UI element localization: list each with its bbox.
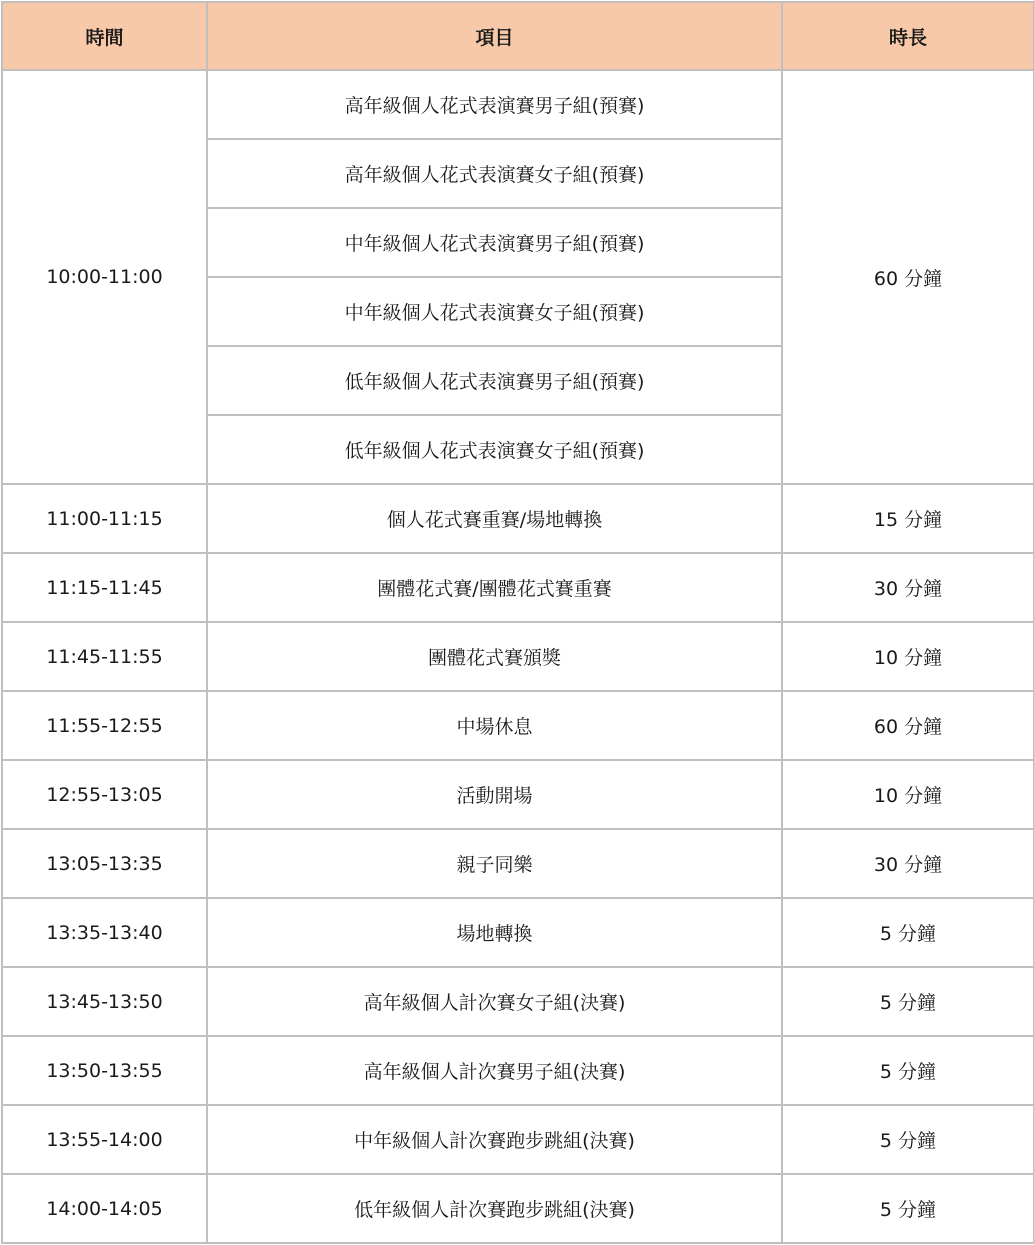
item-cell: 低年級個人花式表演賽女子組(預賽) xyxy=(207,415,782,484)
duration-cell: 30 分鐘 xyxy=(782,829,1034,898)
duration-cell: 5 分鐘 xyxy=(782,1036,1034,1105)
duration-cell: 5 分鐘 xyxy=(782,1105,1034,1174)
time-cell: 13:05-13:35 xyxy=(2,829,207,898)
duration-cell: 30 分鐘 xyxy=(782,553,1034,622)
table-row xyxy=(2,691,1034,760)
duration-cell: 10 分鐘 xyxy=(782,760,1034,829)
block-duration-cell: 60 分鐘 xyxy=(782,70,1034,484)
item-cell: 高年級個人計次賽女子組(決賽) xyxy=(207,967,782,1036)
duration-cell: 15 分鐘 xyxy=(782,484,1034,553)
table-row xyxy=(2,484,1034,553)
time-cell: 13:50-13:55 xyxy=(2,1036,207,1105)
header-row xyxy=(2,2,1034,70)
item-cell: 團體花式賽頒獎 xyxy=(207,622,782,691)
schedule-table xyxy=(1,1,1034,1244)
duration-cell: 5 分鐘 xyxy=(782,1174,1034,1243)
item-cell: 高年級個人花式表演賽女子組(預賽) xyxy=(207,139,782,208)
item-cell: 親子同樂 xyxy=(207,829,782,898)
table-row xyxy=(2,1036,1034,1105)
item-cell: 團體花式賽/團體花式賽重賽 xyxy=(207,553,782,622)
item-cell: 高年級個人花式表演賽男子組(預賽) xyxy=(207,70,782,139)
time-cell: 14:00-14:05 xyxy=(2,1174,207,1243)
time-cell: 13:45-13:50 xyxy=(2,967,207,1036)
item-cell: 個人花式賽重賽/場地轉換 xyxy=(207,484,782,553)
duration-cell: 10 分鐘 xyxy=(782,622,1034,691)
time-cell: 13:35-13:40 xyxy=(2,898,207,967)
item-cell: 高年級個人計次賽男子組(決賽) xyxy=(207,1036,782,1105)
table-row xyxy=(2,622,1034,691)
duration-cell: 60 分鐘 xyxy=(782,691,1034,760)
table-row xyxy=(2,967,1034,1036)
item-cell: 中年級個人花式表演賽女子組(預賽) xyxy=(207,277,782,346)
time-cell: 11:45-11:55 xyxy=(2,622,207,691)
table-row xyxy=(2,898,1034,967)
item-cell: 低年級個人計次賽跑步跳組(決賽) xyxy=(207,1174,782,1243)
item-cell: 活動開場 xyxy=(207,760,782,829)
table-row xyxy=(2,1174,1034,1243)
header-item: 項目 xyxy=(207,2,782,70)
block-time-cell: 10:00-11:00 xyxy=(2,70,207,484)
duration-cell: 5 分鐘 xyxy=(782,967,1034,1036)
time-cell: 11:55-12:55 xyxy=(2,691,207,760)
duration-cell: 5 分鐘 xyxy=(782,898,1034,967)
item-cell: 中年級個人計次賽跑步跳組(決賽) xyxy=(207,1105,782,1174)
item-cell: 低年級個人花式表演賽男子組(預賽) xyxy=(207,346,782,415)
table-row xyxy=(2,1105,1034,1174)
header-time: 時間 xyxy=(2,2,207,70)
table-row xyxy=(2,553,1034,622)
time-cell: 13:55-14:00 xyxy=(2,1105,207,1174)
table-row xyxy=(2,760,1034,829)
time-cell: 11:15-11:45 xyxy=(2,553,207,622)
table-row xyxy=(2,70,1034,139)
time-cell: 12:55-13:05 xyxy=(2,760,207,829)
header-duration: 時長 xyxy=(782,2,1034,70)
item-cell: 中場休息 xyxy=(207,691,782,760)
item-cell: 場地轉換 xyxy=(207,898,782,967)
table-row xyxy=(2,829,1034,898)
item-cell: 中年級個人花式表演賽男子組(預賽) xyxy=(207,208,782,277)
time-cell: 11:00-11:15 xyxy=(2,484,207,553)
